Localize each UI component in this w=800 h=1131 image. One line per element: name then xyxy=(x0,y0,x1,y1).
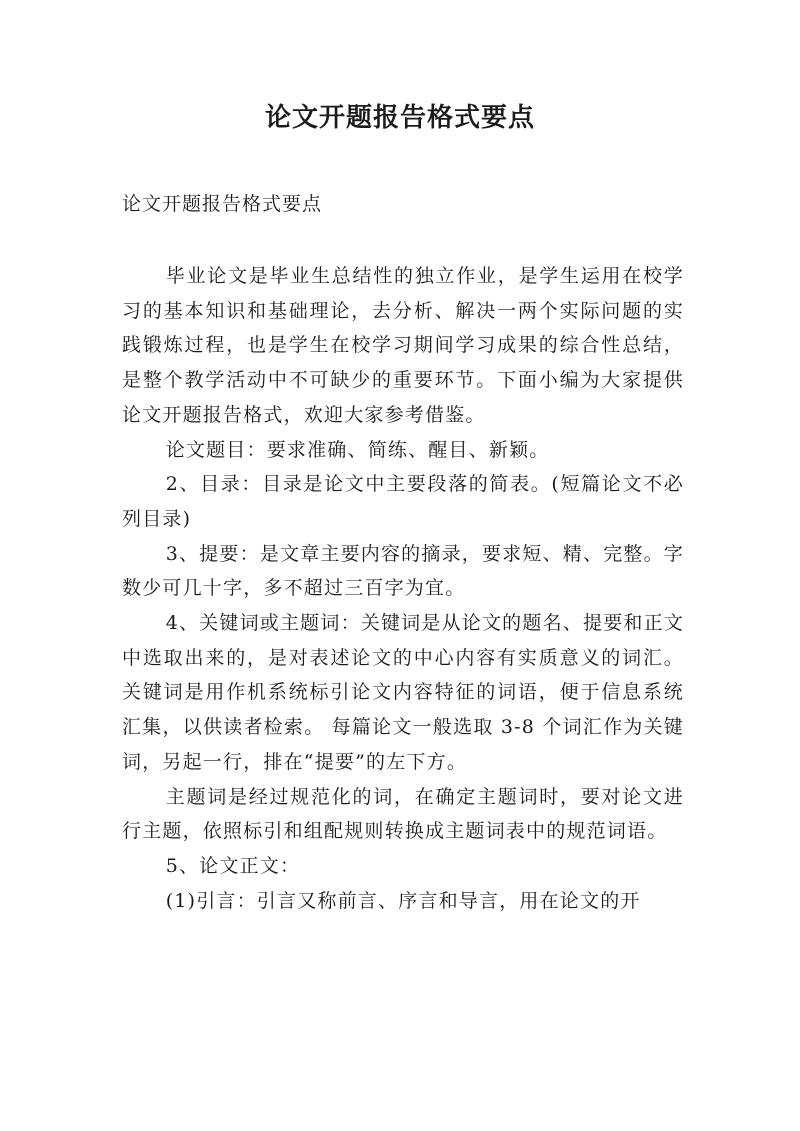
paragraph-keywords: 4、关键词或主题词：关键词是从论文的题名、提要和正文中选取出来的，是对表述论文的中心内容有实质意义的词汇。关键词是用作机系统标引论文内容特征的词语，便于信息系统汇集，以供读者检索。 每篇论文一般选取 3-8 个词汇作为关键词，另起一行，排在“提要”的左下方。 xyxy=(122,612,684,773)
paragraph-intro: 毕业论文是毕业生总结性的独立作业，是学生运用在校学习的基本知识和基础理论，去分析、解决一两个实际问题的实践锻炼过程，也是学生在校学习期间学习成果的综合性总结，是整个教学活动中不可缺少的重要环节。下面小编为大家提供论文开题报告格式，欢迎大家参考借鉴。 xyxy=(122,265,684,426)
document-subtitle: 论文开题报告格式要点 xyxy=(122,193,323,215)
paragraph-contents: 2、目录：目录是论文中主要段落的简表。(短篇论文不必列目录) xyxy=(122,473,684,530)
paragraph-title-requirement: 论文题目：要求准确、简练、醒目、新颖。 xyxy=(165,438,550,461)
document-body xyxy=(122,259,684,918)
paragraph-subject-terms: 主题词是经过规范化的词，在确定主题词时，要对论文进行主题，依照标引和组配规则转换成主题词表中的规范词语。 xyxy=(122,785,684,843)
paragraph-abstract: 3、提要：是文章主要内容的摘录，要求短、精、完整。字数少可几十字，多不超过三百字为宜。 xyxy=(122,542,684,600)
document-title: 论文开题报告格式要点 xyxy=(264,103,535,133)
paragraph-introduction: (1)引言：引言又称前言、序言和导言，用在论文的开 xyxy=(165,889,641,912)
paragraph-main-text-heading: 5、论文正文： xyxy=(165,854,301,877)
